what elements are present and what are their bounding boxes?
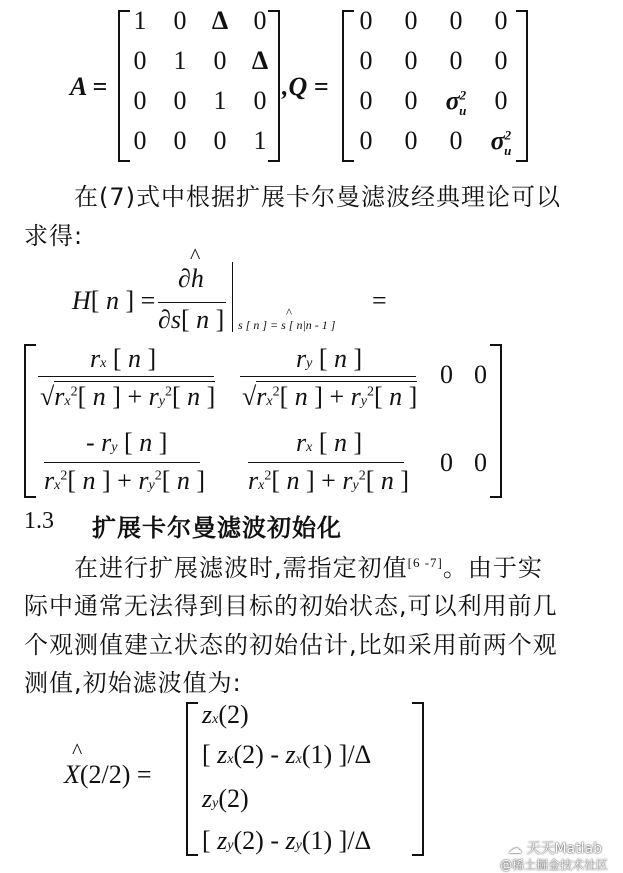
r2c2-denominator: $rx^2$[ n ] + $ry^2$[ n ] bbox=[248, 466, 410, 495]
matrixA-cell: 0 bbox=[133, 46, 147, 75]
matrixQ-cell: 0 bbox=[404, 6, 418, 35]
matrix-q-label: ,Q = bbox=[282, 72, 329, 101]
wechat-icon: ☁ bbox=[508, 841, 522, 857]
matrixQ-cell: 0 bbox=[404, 126, 418, 155]
matrixQ-cell: 0 bbox=[359, 126, 373, 155]
hat-mark-2: ^ bbox=[286, 305, 293, 320]
matrixA-cell: 0 bbox=[173, 6, 187, 35]
r2c3-zero: 0 bbox=[440, 448, 453, 477]
matrixA-cell: 0 bbox=[253, 86, 267, 115]
big-matrix-right-bracket bbox=[490, 344, 502, 498]
matrixQ-cell: $\sigma^2_u$ bbox=[490, 126, 512, 159]
matrixQ-cell: 0 bbox=[449, 6, 463, 35]
matrixQ-cell: $\sigma^2_u$ bbox=[445, 86, 467, 119]
init-right-bracket bbox=[412, 702, 424, 856]
para2-line2: 际中通常无法得到目标的初始状态,可以利用前几 bbox=[24, 592, 558, 620]
section-number: 1.3 bbox=[24, 508, 54, 534]
matrixQ-cell: 0 bbox=[404, 86, 418, 115]
matrixA-cell: Δ bbox=[251, 46, 269, 75]
r2c2-numerator: rx [ n ] bbox=[296, 428, 363, 457]
matrixQ-cell: 0 bbox=[359, 86, 373, 115]
watermark-logo-text: ☁ 天天Matlab bbox=[508, 841, 602, 857]
r1c2-numerator: ry [ n ] bbox=[296, 344, 363, 373]
jacobian-numerator: ∂h bbox=[178, 264, 204, 293]
matrixA-cell: 0 bbox=[213, 126, 227, 155]
matrixA-cell: 0 bbox=[213, 46, 227, 75]
para1-line1: 在(7)式中根据扩展卡尔曼滤波经典理论可以 bbox=[74, 183, 561, 211]
matrixA-cell: 1 bbox=[213, 86, 227, 115]
matrix-a-label: A = bbox=[70, 72, 108, 101]
init-lhs: X(2/2) = bbox=[64, 760, 152, 789]
matrixA-cell: 0 bbox=[173, 86, 187, 115]
para1-line2: 求得: bbox=[24, 222, 84, 250]
matrixA-cell: 1 bbox=[173, 46, 187, 75]
matrixA-cell: 0 bbox=[133, 86, 147, 115]
matrixA-cell: 1 bbox=[133, 6, 147, 35]
r1c1-fraction-line bbox=[38, 376, 214, 377]
citation: [6 -7] bbox=[407, 555, 443, 570]
matrixA-cell: 0 bbox=[253, 6, 267, 35]
matrixA-cell: 1 bbox=[253, 126, 267, 155]
matrixQ-cell: 0 bbox=[449, 126, 463, 155]
evaluation-condition: s [ n ] = s [ n|n - 1 ] bbox=[238, 318, 336, 332]
matrixQ-cell: 0 bbox=[359, 6, 373, 35]
watermark-source: @稀土掘金技术社区 bbox=[500, 858, 609, 872]
init-row2: [ zx(2) - zx(1) ]/Δ bbox=[202, 740, 372, 769]
matrixA-cell: Δ bbox=[211, 6, 229, 35]
init-row4: [ zy(2) - zy(1) ]/Δ bbox=[202, 826, 372, 855]
hat-mark-3: ^ bbox=[72, 738, 83, 763]
r2c1-fraction-line bbox=[44, 462, 200, 463]
jacobian-lhs: H[ n ] = bbox=[72, 286, 156, 315]
matrixA-cell: 0 bbox=[133, 126, 147, 155]
big-matrix-left-bracket bbox=[24, 344, 36, 498]
r1c2-denominator: $√rx^2$[ n ] + $ry^2$[ n ] bbox=[242, 382, 418, 411]
r2c1-numerator: - ry [ n ] bbox=[86, 428, 168, 457]
matrixQ-cell: 0 bbox=[449, 46, 463, 75]
init-left-bracket bbox=[186, 702, 198, 856]
r1c3-zero: 0 bbox=[440, 360, 453, 389]
matrixA-cell: 0 bbox=[173, 126, 187, 155]
matrixQ-cell: 0 bbox=[359, 46, 373, 75]
evaluation-bar bbox=[232, 262, 233, 332]
hat-mark: ^ bbox=[190, 243, 201, 268]
matrixQ-cell: 0 bbox=[494, 6, 508, 35]
para2-line1: 在进行扩展滤波时,需指定初值[6 -7]。由于实 bbox=[74, 554, 543, 582]
matrixQ-cell: 0 bbox=[404, 46, 418, 75]
jacobian-denominator: ∂s[ n ] bbox=[158, 305, 225, 334]
r2c1-denominator: $rx^2$[ n ] + $ry^2$[ n ] bbox=[44, 466, 206, 495]
r1c2-fraction-line bbox=[240, 376, 416, 377]
matrixQ-cell: 0 bbox=[494, 46, 508, 75]
para2-line3: 个观测值建立状态的初始估计,比如采用前两个观 bbox=[24, 631, 558, 659]
section-title: 扩展卡尔曼滤波初始化 bbox=[92, 514, 342, 542]
r1c1-denominator: $√rx^2$[ n ] + $ry^2$[ n ] bbox=[40, 382, 216, 411]
jacobian-equals: = bbox=[372, 286, 387, 315]
r1c4-zero: 0 bbox=[474, 360, 487, 389]
para2-line4: 测值,初始滤波值为: bbox=[24, 669, 242, 697]
init-row3: zy(2) bbox=[202, 784, 249, 813]
init-row1: zx(2) bbox=[202, 700, 249, 729]
r2c2-fraction-line bbox=[248, 462, 404, 463]
matrixQ-cell: 0 bbox=[494, 86, 508, 115]
r2c4-zero: 0 bbox=[474, 448, 487, 477]
jacobian-fraction-line bbox=[158, 302, 226, 303]
r1c1-numerator: rx [ n ] bbox=[90, 344, 157, 373]
